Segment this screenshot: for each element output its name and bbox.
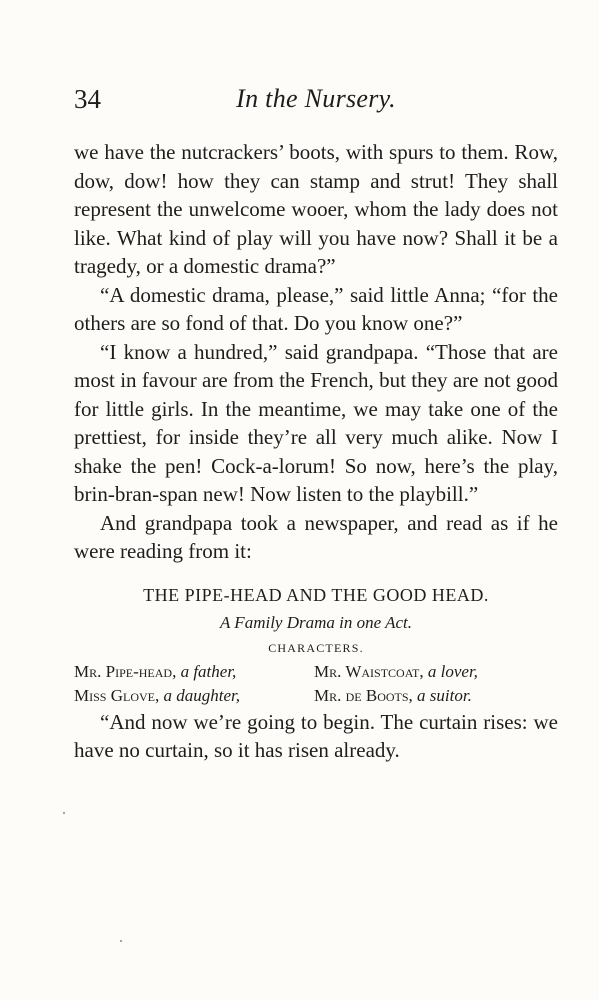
paragraph: we have the nutcrackers’ boots, with spurs to them. Row, dow, dow! how they can stamp and strut! They shall represent the unwelcome wooer, whom the lady does not like. What kind of play will you have now? Shall it be a tragedy, or a domestic drama?” <box>74 140 558 278</box>
page-number: 34 <box>74 84 101 114</box>
character-role: a suitor. <box>417 685 472 705</box>
character-role: a father, <box>180 661 237 681</box>
character-entry <box>314 684 558 708</box>
paragraph: “I know a hundred,” said grandpapa. “Those that are most in favour are from the French, but they are not good for little girls. In the meantime, we may take one of the prettiest, for inside they’re all very much alike. Now I shake the pen! Cock-a-lorum! So now, here’s the play, brin-bran-span new! Now listen to the playbill.” <box>74 339 558 506</box>
character-name: Mr. Waistcoat, <box>314 661 424 681</box>
paragraph: “And now we’re going to begin. The curtain rises: we have no curtain, so it has risen already. <box>74 709 558 762</box>
page-header <box>74 78 558 118</box>
character-name: Mr. de Boots, <box>314 685 413 705</box>
characters-heading: CHARACTERS. <box>268 640 364 655</box>
body-text <box>74 138 558 765</box>
character-role: a daughter, <box>163 685 240 705</box>
character-entry <box>314 660 558 684</box>
character-entry <box>74 660 314 684</box>
characters-list <box>74 660 558 708</box>
book-page <box>74 78 558 765</box>
running-title: In the Nursery. <box>236 84 396 113</box>
paragraph: “A domestic drama, please,” said little Anna; “for the others are so fond of that. Do you know one?” <box>74 282 558 335</box>
character-name: Miss Glove, <box>74 685 160 705</box>
paper-speck <box>63 812 65 814</box>
paragraph: And grandpapa took a newspaper, and read as if he were reading from it: <box>74 510 558 563</box>
play-title: THE PIPE-HEAD AND THE GOOD HEAD. <box>143 584 489 605</box>
character-name: Mr. Pipe-head, <box>74 661 177 681</box>
playbill <box>74 582 558 708</box>
character-role: a lover, <box>427 661 478 681</box>
character-entry <box>74 684 314 708</box>
play-subtitle: A Family Drama in one Act. <box>219 612 412 632</box>
paper-speck <box>120 940 122 942</box>
